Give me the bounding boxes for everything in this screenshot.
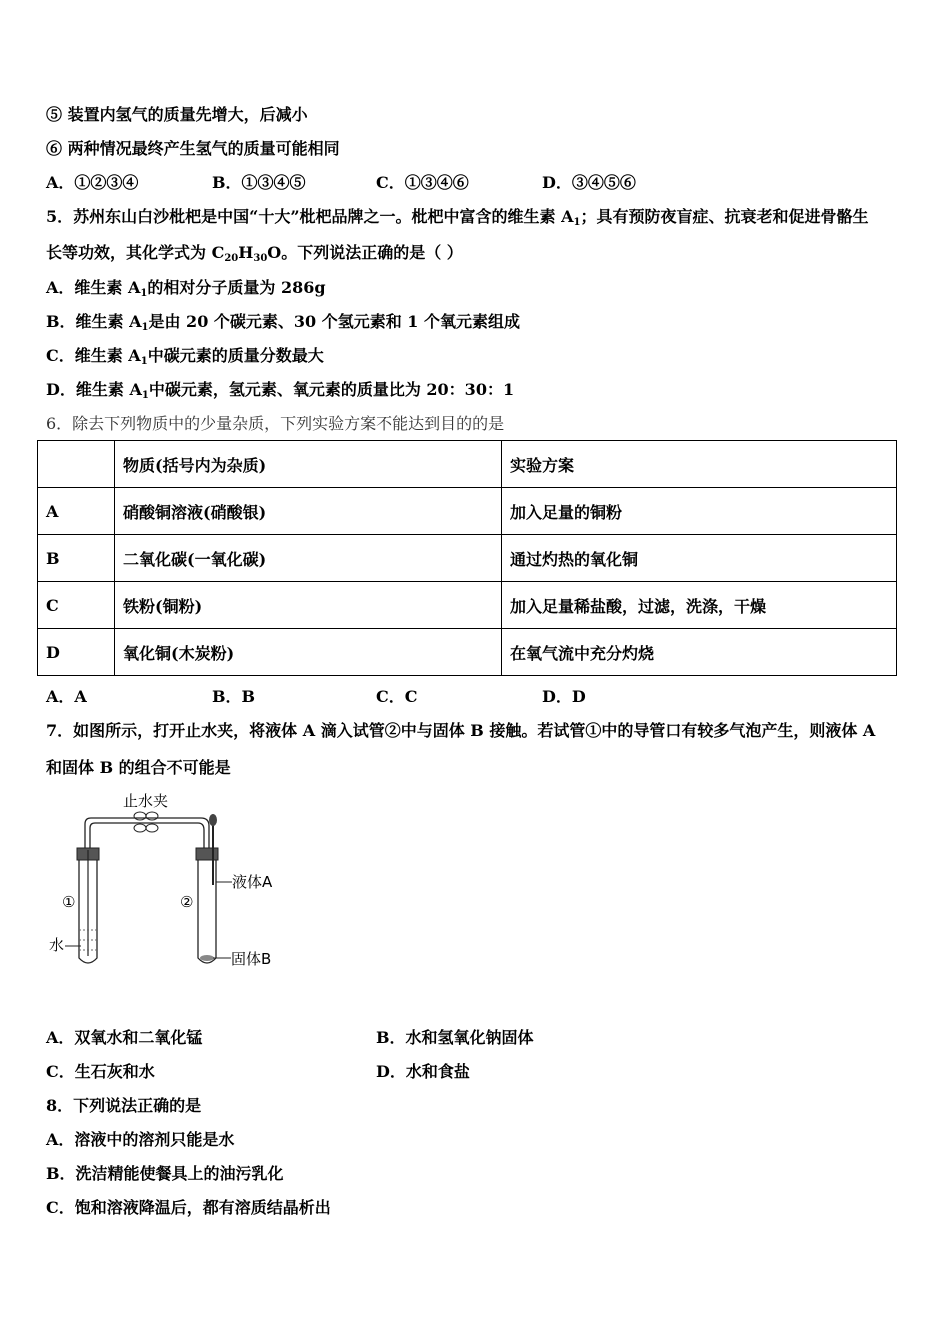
q7-option-c[interactable]: C．生石灰和水 — [46, 1062, 155, 1081]
table-row — [38, 488, 897, 535]
table-cell: B — [38, 535, 115, 582]
table-cell: D — [38, 629, 115, 676]
q8-option-a[interactable]: A．溶液中的溶剂只能是水 — [46, 1130, 235, 1149]
q7-option-b[interactable]: B．水和氢氧化钠固体 — [376, 1028, 534, 1047]
test-tube-2 — [196, 814, 218, 963]
statement-5: ⑤ 装置内氢气的质量先增大，后减小 — [46, 105, 308, 124]
table-cell: 实验方案 — [502, 441, 897, 488]
q6-table — [37, 440, 897, 676]
table-cell: 氧化铜(木炭粉) — [115, 629, 502, 676]
table-cell: A — [38, 488, 115, 535]
q7-stem-line1: 7．如图所示，打开止水夹，将液体 A 滴入试管②中与固体 B 接触。若试管①中的导管口有较多气泡产生，则液体 A — [46, 721, 876, 740]
q5-option-a[interactable]: A．维生素 $A_1$的相对分子质量为 286g — [46, 278, 326, 299]
table-cell: 加入足量稀盐酸，过滤，洗涤，干燥 — [502, 582, 897, 629]
liquid-a-label: 液体A — [232, 873, 273, 891]
table-row — [38, 629, 897, 676]
q6-option-c[interactable]: C．C — [376, 687, 418, 706]
q8-stem: 8．下列说法正确的是 — [46, 1096, 202, 1115]
clamp-label: 止水夹 — [123, 792, 169, 810]
q5-stem-line2: 长等功效，其化学式为 $C_{20}H_{30}O$。下列说法正确的是（ ） — [46, 243, 463, 264]
q7-option-d[interactable]: D．水和食盐 — [376, 1062, 470, 1081]
tube-1-label: ① — [62, 893, 76, 911]
table-cell: 硝酸铜溶液(硝酸银) — [115, 488, 502, 535]
table-header-row — [38, 441, 897, 488]
table-cell: 铁粉(铜粉) — [115, 582, 502, 629]
statement-6: ⑥ 两种情况最终产生氢气的质量可能相同 — [46, 139, 340, 158]
table-cell: 二氧化碳(一氧化碳) — [115, 535, 502, 582]
connecting-tube-inner — [90, 823, 204, 848]
q4-option-c[interactable]: C．①③④⑥ — [376, 173, 469, 192]
q7-stem-line2: 和固体 B 的组合不可能是 — [46, 758, 231, 777]
solid-b-label: 固体B — [231, 950, 272, 968]
table-cell: C — [38, 582, 115, 629]
table-cell: 在氧气流中充分灼烧 — [502, 629, 897, 676]
table-cell: 通过灼热的氧化铜 — [502, 535, 897, 582]
q5-option-b[interactable]: B．维生素 $A_1$是由 20 个碳元素、30 个氢元素和 1 个氧元素组成 — [46, 312, 521, 333]
table-cell: 加入足量的铜粉 — [502, 488, 897, 535]
q8-option-c[interactable]: C．饱和溶液降温后，都有溶质结晶析出 — [46, 1198, 331, 1217]
q6-option-a[interactable]: A．A — [46, 687, 87, 706]
q7-option-a[interactable]: A．双氧水和二氧化锰 — [46, 1028, 203, 1047]
q6-option-b[interactable]: B．B — [212, 687, 256, 706]
q6-stem: 6．除去下列物质中的少量杂质，下列实验方案不能达到目的的是 — [46, 414, 505, 433]
table-row — [38, 535, 897, 582]
q5-stem-line1: 5．苏州东山白沙枇杷是中国“十大”枇杷品牌之一。枇杷中富含的维生素 $A_1$；具有预防夜盲症、抗衰老和促进骨骼生 — [46, 207, 869, 228]
q5-option-c[interactable]: C．维生素 $A_1$中碳元素的质量分数最大 — [46, 346, 324, 367]
q5-option-d[interactable]: D．维生素 $A_1$中碳元素，氢元素、氧元素的质量比为 20：30：1 — [46, 380, 515, 401]
q4-option-d[interactable]: D．③④⑤⑥ — [542, 173, 636, 192]
water-label: 水 — [49, 936, 65, 954]
table-cell — [38, 441, 115, 488]
q6-option-d[interactable]: D．D — [542, 687, 586, 706]
q8-option-b[interactable]: B．洗洁精能使餐具上的油污乳化 — [46, 1164, 284, 1183]
apparatus-figure — [45, 790, 295, 980]
q4-option-a[interactable]: A．①②③④ — [46, 173, 139, 192]
clamp-icon — [134, 812, 158, 832]
tube-2-label: ② — [180, 893, 194, 911]
table-row — [38, 582, 897, 629]
table-cell: 物质(括号内为杂质) — [115, 441, 502, 488]
q4-option-b[interactable]: B．①③④⑤ — [212, 173, 306, 192]
